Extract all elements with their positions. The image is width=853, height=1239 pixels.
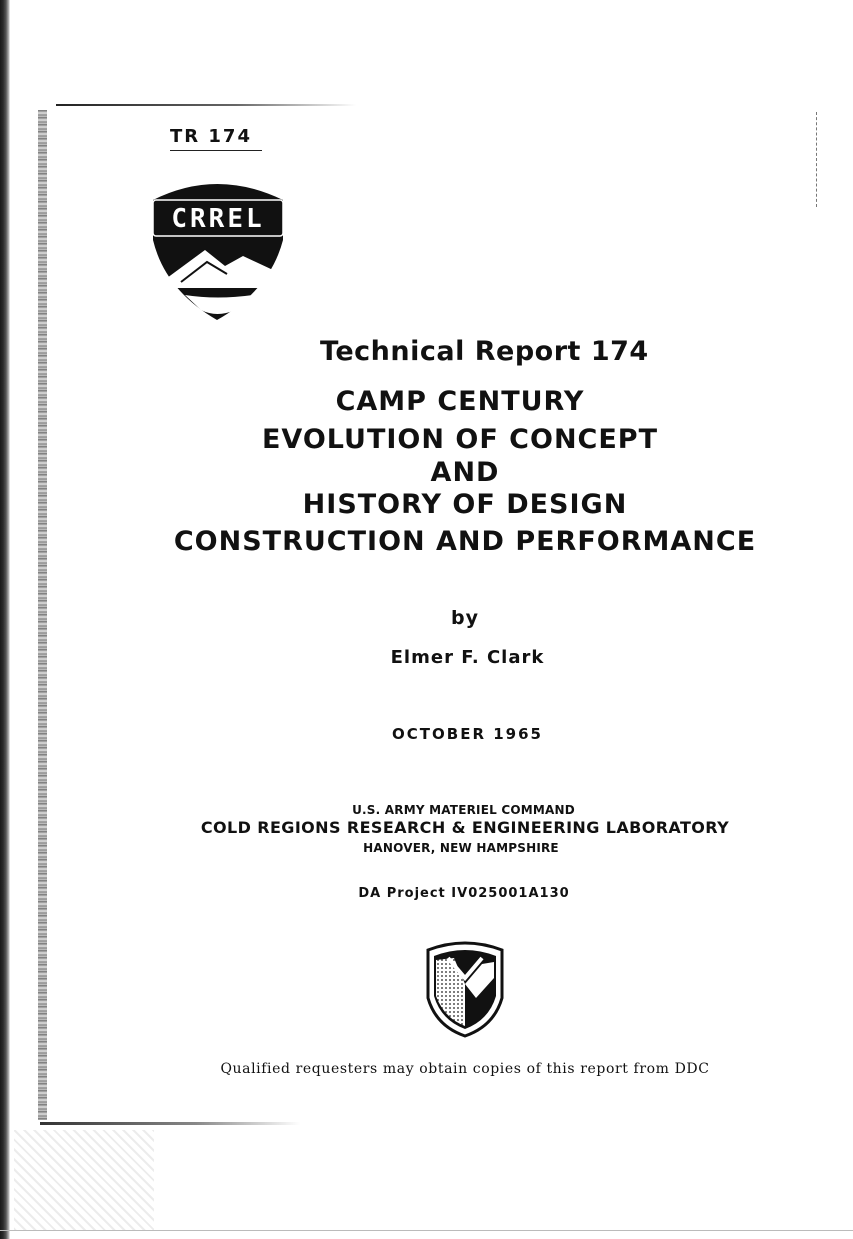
title-line-5: CONSTRUCTION AND PERFORMANCE (173, 526, 757, 557)
scan-bottom-rule (40, 1122, 300, 1125)
project-number: DA Project IV025001A130 (358, 886, 570, 901)
title-line-1: CAMP CENTURY (335, 386, 585, 417)
scan-speckle (14, 1130, 154, 1230)
scan-top-rule (56, 104, 356, 106)
author-name: Elmer F. Clark (390, 647, 545, 668)
title-line-2: EVOLUTION OF CONCEPT (261, 424, 659, 455)
report-heading: Technical Report 174 (320, 336, 649, 367)
title-line-3: AND (430, 457, 500, 488)
title-line-4: HISTORY OF DESIGN (302, 489, 628, 520)
byline-label: by (451, 607, 479, 629)
crrel-logo-text: CRREL (171, 204, 265, 234)
crrel-shield-logo (145, 170, 290, 325)
report-date: OCTOBER 1965 (392, 725, 543, 743)
scan-bottom-line (0, 1230, 853, 1231)
distribution-note: Qualified requesters may obtain copies of this report from DDC (220, 1061, 710, 1077)
org-laboratory: COLD REGIONS RESEARCH & ENGINEERING LABORATORY (200, 818, 730, 837)
crrel-snow-base (185, 295, 253, 314)
army-materiel-command-emblem (424, 938, 506, 1038)
scan-right-dash (816, 112, 817, 207)
tr-number-label: TR 174 (170, 126, 262, 151)
org-command: U.S. ARMY MATERIEL COMMAND (352, 803, 575, 817)
org-location: HANOVER, NEW HAMPSHIRE (363, 841, 559, 855)
